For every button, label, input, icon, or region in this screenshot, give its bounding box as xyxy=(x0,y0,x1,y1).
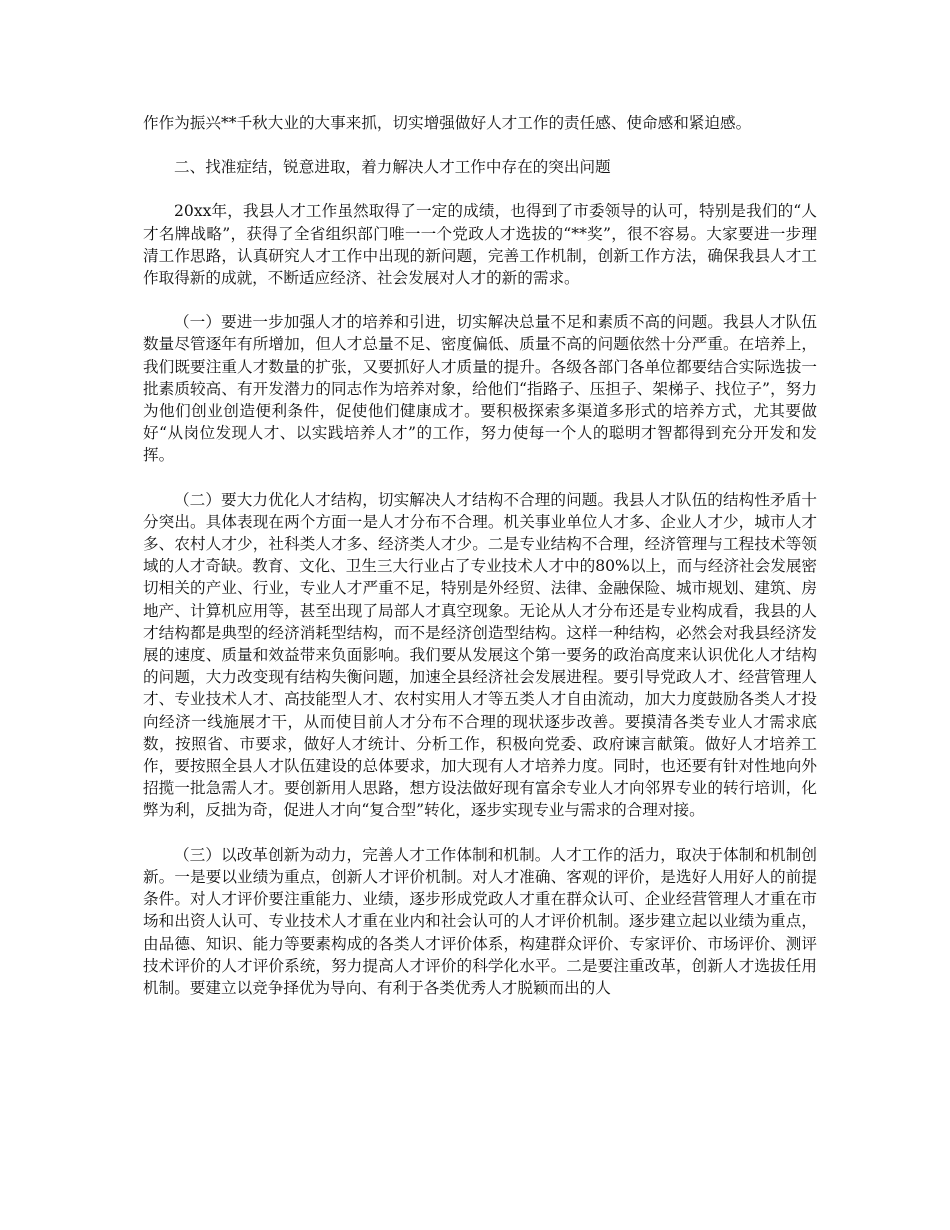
section-heading: 二、找准症结，锐意进取，着力解决人才工作中存在的突出问题 xyxy=(174,158,611,177)
paragraph-continuation: 作作为振兴**千秋大业的大事来抓，切实增强做好人才工作的责任感、使命感和紧迫感。 xyxy=(143,114,752,132)
document-body xyxy=(143,112,817,1021)
paragraph-item-3: （三）以改革创新为动力，完善人才工作体制和机制。人才工作的活力，取决于体制和机制创新。一是要以业绩为重点，创新人才评价机制。对人才准确、客观的评价，是选好人用好人的前提条件。对人才评价要注重能力、业绩，逐步形成党政人才重在群众认可、企业经营管理人才重在市场和出资人认可、专业技术人才重在业内和社会认可的人才评价机制。逐步建立起以业绩为重点，由品德、知识、能力等要素构成的各类人才评价体系，构建群众评价、专家评价、市场评价、测评技术评价的人才评价系统，努力提高人才评价的科学化水平。二是要注重改革，创新人才选拔任用机制。要建立以竞争择优为导向、有利于各类优秀人才脱颖而出的人 xyxy=(143,845,817,997)
paragraph-intro: 20xx年，我县人才工作虽然取得了一定的成绩，也得到了市委领导的认可，特别是我们的“人才名牌战略”，获得了全省组织部门唯一一个党政人才选拔的“**奖”，很不容易。大家要进一步理清工作思路，认真研究人才工作中出现的新问题，完善工作机制，创新工作方法，确保我县人才工作取得新的成就，不断适应经济、社会发展对人才的新的需求。 xyxy=(143,202,817,288)
paragraph-item-2: （二）要大力优化人才结构，切实解决人才结构不合理的问题。我县人才队伍的结构性矛盾十分突出。具体表现在两个方面一是人才分布不合理。机关事业单位人才多、企业人才少，城市人才多、农村人才少，社科类人才多、经济类人才少。二是专业结构不合理，经济管理与工程技术等领域的人才奇缺。教育、文化、卫生三大行业占了专业技术人才中的80%以上，而与经济社会发展密切相关的产业、行业，专业人才严重不足，特别是外经贸、法律、金融保险、城市规划、建筑、房地产、计算机应用等，甚至出现了局部人才真空现象。无论从人才分布还是专业构成看，我县的人才结构都是典型的经济消耗型结构，而不是经济创造型结构。这样一种结构，必然会对我县经济发展的速度、质量和效益带来负面影响。我们要从发展这个第一要务的政治高度来认识优化人才结构的问题，大力改变现有结构失衡问题，加速全县经济社会发展进程。要引导党政人才、经营管理人才、专业技术人才、高技能型人才、农村实用人才等五类人才自由流动，加大力度鼓励各类人才投向经济一线施展才干，从而使目前人才分布不合理的现状逐步改善。要摸清各类专业人才需求底数，按照省、市要求，做好人才统计、分析工作，积极向党委、政府谏言献策。做好人才培养工作，要按照全县人才队伍建设的总体要求，加大现有人才培养力度。同时，也还要有针对性地向外招揽一批急需人才。要创新用人思路，想方设法做好现有富余专业人才向邻界专业的转行培训，化弊为利，反拙为奇，促进人才向“复合型”转化，逐步实现专业与需求的合理对接。 xyxy=(143,490,818,820)
paragraph-item-1: （一）要进一步加强人才的培养和引进，切实解决总量不足和素质不高的问题。我县人才队伍数量尽管逐年有所增加，但人才总量不足、密度偏低、质量不高的问题依然十分严重。在培养上，我们既要注重人才数量的扩张，又要抓好人才质量的提升。各级各部门各单位都要结合实际选拔一批素质较高、有开发潜力的同志作为培养对象，给他们“指路子、压担子、架梯子、找位子”，努力为他们创业创造便利条件，促使他们健康成才。要积极探索多渠道多形式的培养方式，尤其要做好“从岗位发现人才、以实践培养人才”的工作，努力使每一个人的聪明才智都得到充分开发和发挥。 xyxy=(143,313,817,465)
